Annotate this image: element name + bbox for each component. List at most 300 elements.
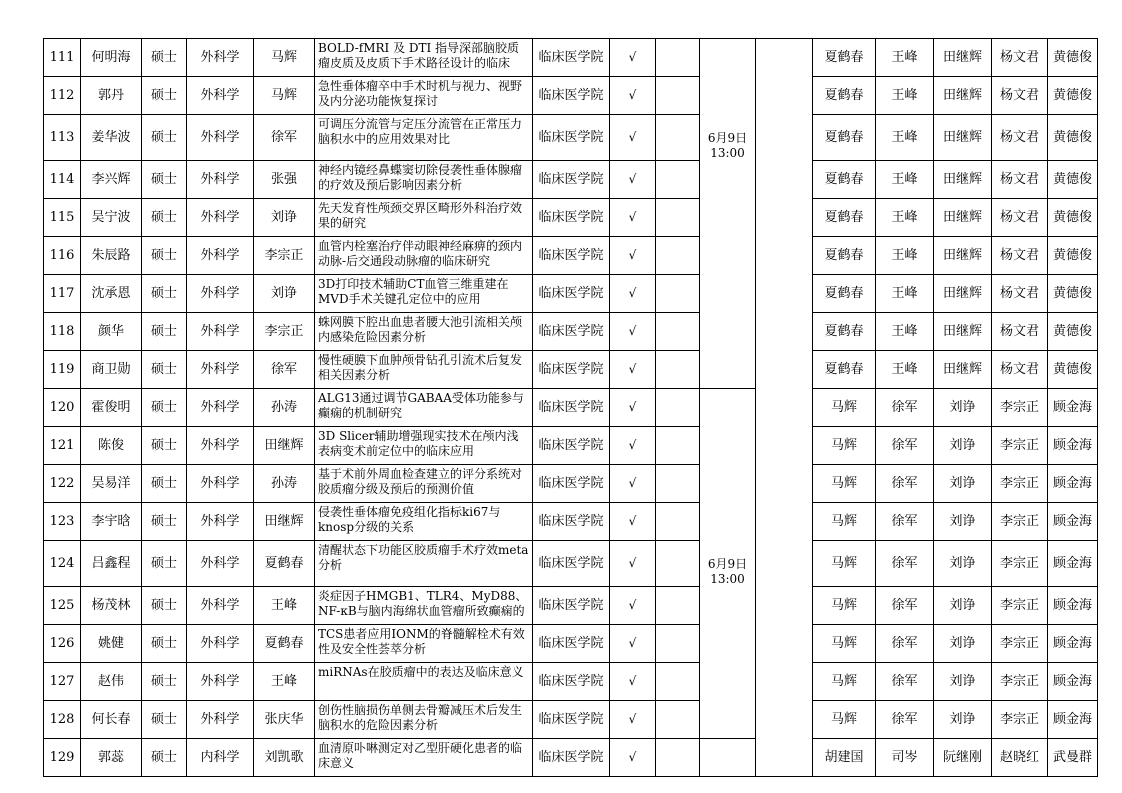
row-number: 117 <box>44 275 81 313</box>
committee-member: 顾金海 <box>1048 427 1098 465</box>
thesis-title-text: 急性垂体瘤卒中手术时机与视力、视野及内分泌功能恢复探讨 <box>318 79 523 108</box>
school-cell: 临床医学院 <box>533 503 610 541</box>
committee-member: 马辉 <box>813 465 876 503</box>
advisor-cell: 徐军 <box>254 351 315 389</box>
thesis-title-text: 慢性硬膜下血肿颅骨钻孔引流术后复发相关因素分析 <box>318 353 523 382</box>
check-mark: √ <box>610 625 656 663</box>
major-cell: 外科学 <box>187 465 254 503</box>
committee-member: 刘诤 <box>934 427 992 465</box>
thesis-title <box>315 161 533 199</box>
committee-member: 刘诤 <box>934 701 992 739</box>
spacer-cell <box>756 541 813 587</box>
thesis-title-text: 血清原卟啉测定对乙型肝硬化患者的临床意义 <box>318 741 523 770</box>
row-number: 120 <box>44 389 81 427</box>
table-row <box>44 351 1098 389</box>
committee-member: 刘诤 <box>934 389 992 427</box>
thesis-title-text: 蛛网膜下腔出血患者腰大池引流相关颅内感染危险因素分析 <box>318 315 523 344</box>
committee-member: 王峰 <box>876 275 934 313</box>
session-time-cell <box>700 465 756 503</box>
major-cell: 外科学 <box>187 237 254 275</box>
advisor-cell: 张强 <box>254 161 315 199</box>
committee-member: 马辉 <box>813 701 876 739</box>
committee-member: 黄德俊 <box>1048 237 1098 275</box>
committee-member: 顾金海 <box>1048 465 1098 503</box>
thesis-title-text: 先天发育性颅颈交界区畸形外科治疗效果的研究 <box>318 201 523 230</box>
committee-member: 黄德俊 <box>1048 351 1098 389</box>
degree-cell: 硕士 <box>142 237 187 275</box>
row-number: 114 <box>44 161 81 199</box>
spacer-cell <box>756 427 813 465</box>
major-cell: 外科学 <box>187 663 254 701</box>
committee-member: 顾金海 <box>1048 503 1098 541</box>
session-time-cell <box>700 351 756 389</box>
advisor-cell: 田继辉 <box>254 427 315 465</box>
committee-member: 李宗正 <box>992 701 1048 739</box>
check-mark: √ <box>610 237 656 275</box>
committee-member: 黄德俊 <box>1048 275 1098 313</box>
thesis-title-text: miRNAs在胶质瘤中的表达及临床意义 <box>318 665 524 679</box>
major-cell: 外科学 <box>187 587 254 625</box>
committee-member: 黄德俊 <box>1048 115 1098 161</box>
committee-member: 徐军 <box>876 503 934 541</box>
check-mark: √ <box>610 199 656 237</box>
degree-cell: 硕士 <box>142 625 187 663</box>
thesis-title <box>315 115 533 161</box>
student-name: 沈承恩 <box>81 275 142 313</box>
committee-member: 夏鹤春 <box>813 77 876 115</box>
session-time-cell <box>700 39 756 77</box>
school-cell: 临床医学院 <box>533 389 610 427</box>
table-row <box>44 663 1098 701</box>
committee-member: 马辉 <box>813 663 876 701</box>
committee-member: 刘诤 <box>934 663 992 701</box>
committee-member: 顾金海 <box>1048 389 1098 427</box>
spacer-cell <box>756 199 813 237</box>
session-time-cell <box>700 389 756 427</box>
school-cell: 临床医学院 <box>533 701 610 739</box>
degree-cell: 硕士 <box>142 161 187 199</box>
degree-cell: 硕士 <box>142 503 187 541</box>
table-row <box>44 115 1098 161</box>
major-cell: 外科学 <box>187 503 254 541</box>
committee-member: 李宗正 <box>992 427 1048 465</box>
table-row <box>44 503 1098 541</box>
major-cell: 外科学 <box>187 161 254 199</box>
session-date: 6月9日 <box>707 556 748 571</box>
committee-member: 田继辉 <box>934 39 992 77</box>
session-time-cell <box>700 275 756 313</box>
committee-member: 赵晓红 <box>992 739 1048 777</box>
advisor-cell: 刘诤 <box>254 199 315 237</box>
table-row <box>44 199 1098 237</box>
row-number: 119 <box>44 351 81 389</box>
thesis-title <box>315 313 533 351</box>
spacer-cell <box>756 663 813 701</box>
check-mark: √ <box>610 275 656 313</box>
student-name: 何明海 <box>81 39 142 77</box>
thesis-title <box>315 199 533 237</box>
empty-cell <box>656 77 700 115</box>
thesis-title <box>315 351 533 389</box>
thesis-title-text: 神经内镜经鼻蝶窦切除侵袭性垂体腺瘤的疗效及预后影响因素分析 <box>318 163 523 192</box>
committee-member: 田继辉 <box>934 199 992 237</box>
row-number: 111 <box>44 39 81 77</box>
degree-cell: 硕士 <box>142 587 187 625</box>
empty-cell <box>656 663 700 701</box>
student-name: 吴易洋 <box>81 465 142 503</box>
school-cell: 临床医学院 <box>533 427 610 465</box>
committee-member: 田继辉 <box>934 161 992 199</box>
thesis-title <box>315 275 533 313</box>
committee-member: 李宗正 <box>992 465 1048 503</box>
school-cell: 临床医学院 <box>533 625 610 663</box>
session-time: 13:00 <box>710 145 745 160</box>
row-number: 112 <box>44 77 81 115</box>
advisor-cell: 马辉 <box>254 77 315 115</box>
thesis-title <box>315 427 533 465</box>
committee-member: 顾金海 <box>1048 625 1098 663</box>
major-cell: 外科学 <box>187 389 254 427</box>
committee-member: 阮继刚 <box>934 739 992 777</box>
table-row <box>44 541 1098 587</box>
committee-member: 李宗正 <box>992 625 1048 663</box>
degree-cell: 硕士 <box>142 199 187 237</box>
committee-member: 夏鹤春 <box>813 39 876 77</box>
committee-member: 王峰 <box>876 39 934 77</box>
session-time-cell <box>700 663 756 701</box>
row-number: 115 <box>44 199 81 237</box>
table-row <box>44 739 1098 777</box>
defense-schedule-table <box>43 38 1098 777</box>
student-name: 颜华 <box>81 313 142 351</box>
school-cell: 临床医学院 <box>533 587 610 625</box>
committee-member: 杨文君 <box>992 275 1048 313</box>
committee-member: 黄德俊 <box>1048 39 1098 77</box>
advisor-cell: 王峰 <box>254 587 315 625</box>
table-row <box>44 625 1098 663</box>
committee-member: 徐军 <box>876 587 934 625</box>
committee-member: 杨文君 <box>992 161 1048 199</box>
advisor-cell: 张庆华 <box>254 701 315 739</box>
committee-member: 徐军 <box>876 625 934 663</box>
row-number: 122 <box>44 465 81 503</box>
school-cell: 临床医学院 <box>533 465 610 503</box>
student-name: 吴宁波 <box>81 199 142 237</box>
table-row <box>44 39 1098 77</box>
session-time-cell <box>700 739 756 777</box>
degree-cell: 硕士 <box>142 115 187 161</box>
empty-cell <box>656 541 700 587</box>
advisor-cell: 夏鹤春 <box>254 625 315 663</box>
committee-member: 李宗正 <box>992 541 1048 587</box>
student-name: 杨茂林 <box>81 587 142 625</box>
session-time-cell <box>700 701 756 739</box>
advisor-cell: 刘诤 <box>254 275 315 313</box>
row-number: 123 <box>44 503 81 541</box>
student-name: 李宇晗 <box>81 503 142 541</box>
check-mark: √ <box>610 389 656 427</box>
degree-cell: 硕士 <box>142 77 187 115</box>
spacer-cell <box>756 313 813 351</box>
committee-member: 徐军 <box>876 541 934 587</box>
table-row <box>44 587 1098 625</box>
spacer-cell <box>756 351 813 389</box>
committee-member: 王峰 <box>876 115 934 161</box>
empty-cell <box>656 351 700 389</box>
empty-cell <box>656 313 700 351</box>
table-row <box>44 77 1098 115</box>
thesis-title <box>315 587 533 625</box>
empty-cell <box>656 739 700 777</box>
thesis-title <box>315 465 533 503</box>
advisor-cell: 徐军 <box>254 115 315 161</box>
advisor-cell: 田继辉 <box>254 503 315 541</box>
committee-member: 刘诤 <box>934 625 992 663</box>
spacer-cell <box>756 115 813 161</box>
degree-cell: 硕士 <box>142 351 187 389</box>
table-row <box>44 465 1098 503</box>
table-row <box>44 313 1098 351</box>
check-mark: √ <box>610 587 656 625</box>
thesis-title <box>315 625 533 663</box>
thesis-title-text: 创伤性脑损伤单侧去骨瓣减压术后发生脑积水的危险因素分析 <box>318 703 523 732</box>
committee-member: 武曼群 <box>1048 739 1098 777</box>
empty-cell <box>656 701 700 739</box>
committee-member: 黄德俊 <box>1048 313 1098 351</box>
empty-cell <box>656 465 700 503</box>
committee-member: 夏鹤春 <box>813 161 876 199</box>
committee-member: 马辉 <box>813 389 876 427</box>
committee-member: 夏鹤春 <box>813 275 876 313</box>
row-number: 124 <box>44 541 81 587</box>
committee-member: 顾金海 <box>1048 587 1098 625</box>
thesis-title <box>315 503 533 541</box>
student-name: 陈俊 <box>81 427 142 465</box>
committee-member: 杨文君 <box>992 199 1048 237</box>
empty-cell <box>656 199 700 237</box>
school-cell: 临床医学院 <box>533 739 610 777</box>
degree-cell: 硕士 <box>142 663 187 701</box>
committee-member: 徐军 <box>876 663 934 701</box>
thesis-title-text: BOLD-fMRI 及 DTI 指导深部脑胶质瘤皮质及皮质下手术路径设计的临床 <box>318 41 520 70</box>
check-mark: √ <box>610 663 656 701</box>
committee-member: 杨文君 <box>992 351 1048 389</box>
session-time-cell <box>700 77 756 115</box>
student-name: 姚健 <box>81 625 142 663</box>
school-cell: 临床医学院 <box>533 541 610 587</box>
empty-cell <box>656 389 700 427</box>
table-row <box>44 237 1098 275</box>
thesis-title-text: 血管内栓塞治疗伴动眼神经麻痹的颈内动脉-后交通段动脉瘤的临床研究 <box>318 239 523 268</box>
spacer-cell <box>756 503 813 541</box>
major-cell: 外科学 <box>187 115 254 161</box>
student-name: 郭蕊 <box>81 739 142 777</box>
thesis-title-text: 炎症因子HMGB1、TLR4、MyD88、NF-κB与脑内海绵状血管瘤所致癫痫的 <box>318 589 528 618</box>
committee-member: 王峰 <box>876 199 934 237</box>
major-cell: 内科学 <box>187 739 254 777</box>
student-name: 姜华波 <box>81 115 142 161</box>
thesis-title-text: ALG13通过调节GABAA受体功能参与癫痫的机制研究 <box>318 391 524 420</box>
committee-member: 李宗正 <box>992 587 1048 625</box>
committee-member: 杨文君 <box>992 39 1048 77</box>
degree-cell: 硕士 <box>142 39 187 77</box>
committee-member: 王峰 <box>876 313 934 351</box>
thesis-title <box>315 541 533 587</box>
advisor-cell: 孙涛 <box>254 389 315 427</box>
committee-member: 李宗正 <box>992 503 1048 541</box>
empty-cell <box>656 115 700 161</box>
spacer-cell <box>756 275 813 313</box>
advisor-cell: 李宗正 <box>254 313 315 351</box>
committee-member: 杨文君 <box>992 237 1048 275</box>
advisor-cell: 刘凯歌 <box>254 739 315 777</box>
advisor-cell: 马辉 <box>254 39 315 77</box>
committee-member: 王峰 <box>876 237 934 275</box>
spacer-cell <box>756 161 813 199</box>
row-number: 128 <box>44 701 81 739</box>
committee-member: 杨文君 <box>992 313 1048 351</box>
thesis-title <box>315 389 533 427</box>
thesis-title-text: 3D Slicer辅助增强现实技术在颅内浅表病变术前定位中的临床应用 <box>318 429 519 458</box>
committee-member: 顾金海 <box>1048 663 1098 701</box>
student-name: 商卫勋 <box>81 351 142 389</box>
major-cell: 外科学 <box>187 351 254 389</box>
advisor-cell: 王峰 <box>254 663 315 701</box>
row-number: 116 <box>44 237 81 275</box>
session-time-cell <box>700 587 756 625</box>
session-time-cell <box>700 313 756 351</box>
major-cell: 外科学 <box>187 275 254 313</box>
committee-member: 顾金海 <box>1048 701 1098 739</box>
major-cell: 外科学 <box>187 313 254 351</box>
student-name: 吕鑫程 <box>81 541 142 587</box>
committee-member: 田继辉 <box>934 237 992 275</box>
committee-member: 王峰 <box>876 77 934 115</box>
session-time-cell <box>700 625 756 663</box>
committee-member: 田继辉 <box>934 115 992 161</box>
committee-member: 夏鹤春 <box>813 237 876 275</box>
major-cell: 外科学 <box>187 427 254 465</box>
degree-cell: 硕士 <box>142 427 187 465</box>
school-cell: 临床医学院 <box>533 663 610 701</box>
thesis-title-text: 清醒状态下功能区胶质瘤手术疗效meta分析 <box>318 543 529 572</box>
committee-member: 田继辉 <box>934 313 992 351</box>
committee-member: 李宗正 <box>992 663 1048 701</box>
row-number: 129 <box>44 739 81 777</box>
committee-member: 刘诤 <box>934 503 992 541</box>
committee-member: 马辉 <box>813 587 876 625</box>
thesis-title <box>315 77 533 115</box>
check-mark: √ <box>610 503 656 541</box>
school-cell: 临床医学院 <box>533 275 610 313</box>
degree-cell: 硕士 <box>142 701 187 739</box>
check-mark: √ <box>610 541 656 587</box>
table-row <box>44 427 1098 465</box>
committee-member: 徐军 <box>876 427 934 465</box>
thesis-title-text: 侵袭性垂体瘤免疫组化指标ki67与knosp分级的关系 <box>318 505 501 534</box>
student-name: 霍俊明 <box>81 389 142 427</box>
row-number: 127 <box>44 663 81 701</box>
session-time-cell <box>700 115 756 161</box>
school-cell: 临床医学院 <box>533 161 610 199</box>
major-cell: 外科学 <box>187 199 254 237</box>
session-time-cell <box>700 503 756 541</box>
degree-cell: 硕士 <box>142 541 187 587</box>
committee-member: 杨文君 <box>992 115 1048 161</box>
committee-member: 李宗正 <box>992 389 1048 427</box>
empty-cell <box>656 275 700 313</box>
thesis-title-text: 3D打印技术辅助CT血管三维重建在MVD手术关键孔定位中的应用 <box>318 277 509 306</box>
committee-member: 夏鹤春 <box>813 313 876 351</box>
committee-member: 黄德俊 <box>1048 77 1098 115</box>
thesis-title-text: TCS患者应用IONM的脊髓解栓术有效性及安全性荟萃分析 <box>318 627 525 656</box>
advisor-cell: 孙涛 <box>254 465 315 503</box>
committee-member: 田继辉 <box>934 275 992 313</box>
table-row <box>44 275 1098 313</box>
spacer-cell <box>756 701 813 739</box>
session-time-cell <box>700 541 756 587</box>
committee-member: 刘诤 <box>934 465 992 503</box>
advisor-cell: 李宗正 <box>254 237 315 275</box>
committee-member: 司岑 <box>876 739 934 777</box>
committee-member: 刘诤 <box>934 587 992 625</box>
thesis-title <box>315 701 533 739</box>
table-row <box>44 701 1098 739</box>
school-cell: 临床医学院 <box>533 115 610 161</box>
thesis-title-text: 可调压分流管与定压分流管在正常压力脑积水中的应用效果对比 <box>318 117 523 146</box>
committee-member: 夏鹤春 <box>813 351 876 389</box>
school-cell: 临床医学院 <box>533 39 610 77</box>
committee-member: 徐军 <box>876 465 934 503</box>
committee-member: 顾金海 <box>1048 541 1098 587</box>
check-mark: √ <box>610 739 656 777</box>
degree-cell: 硕士 <box>142 389 187 427</box>
empty-cell <box>656 587 700 625</box>
session-time-cell <box>700 427 756 465</box>
committee-member: 夏鹤春 <box>813 115 876 161</box>
school-cell: 临床医学院 <box>533 351 610 389</box>
school-cell: 临床医学院 <box>533 313 610 351</box>
committee-member: 黄德俊 <box>1048 161 1098 199</box>
student-name: 朱辰路 <box>81 237 142 275</box>
check-mark: √ <box>610 701 656 739</box>
row-number: 126 <box>44 625 81 663</box>
check-mark: √ <box>610 39 656 77</box>
committee-member: 马辉 <box>813 503 876 541</box>
student-name: 赵伟 <box>81 663 142 701</box>
major-cell: 外科学 <box>187 39 254 77</box>
committee-member: 马辉 <box>813 427 876 465</box>
committee-member: 王峰 <box>876 161 934 199</box>
thesis-title-text: 基于术前外周血检查建立的评分系统对胶质瘤分级及预后的预测价值 <box>318 467 523 496</box>
spacer-cell <box>756 39 813 77</box>
check-mark: √ <box>610 115 656 161</box>
empty-cell <box>656 427 700 465</box>
major-cell: 外科学 <box>187 541 254 587</box>
thesis-title <box>315 663 533 701</box>
spacer-cell <box>756 739 813 777</box>
spacer-cell <box>756 465 813 503</box>
empty-cell <box>656 161 700 199</box>
committee-member: 黄德俊 <box>1048 199 1098 237</box>
school-cell: 临床医学院 <box>533 199 610 237</box>
degree-cell: 硕士 <box>142 275 187 313</box>
committee-member: 刘诤 <box>934 541 992 587</box>
empty-cell <box>656 503 700 541</box>
degree-cell: 硕士 <box>142 465 187 503</box>
thesis-title <box>315 739 533 777</box>
degree-cell: 硕士 <box>142 739 187 777</box>
